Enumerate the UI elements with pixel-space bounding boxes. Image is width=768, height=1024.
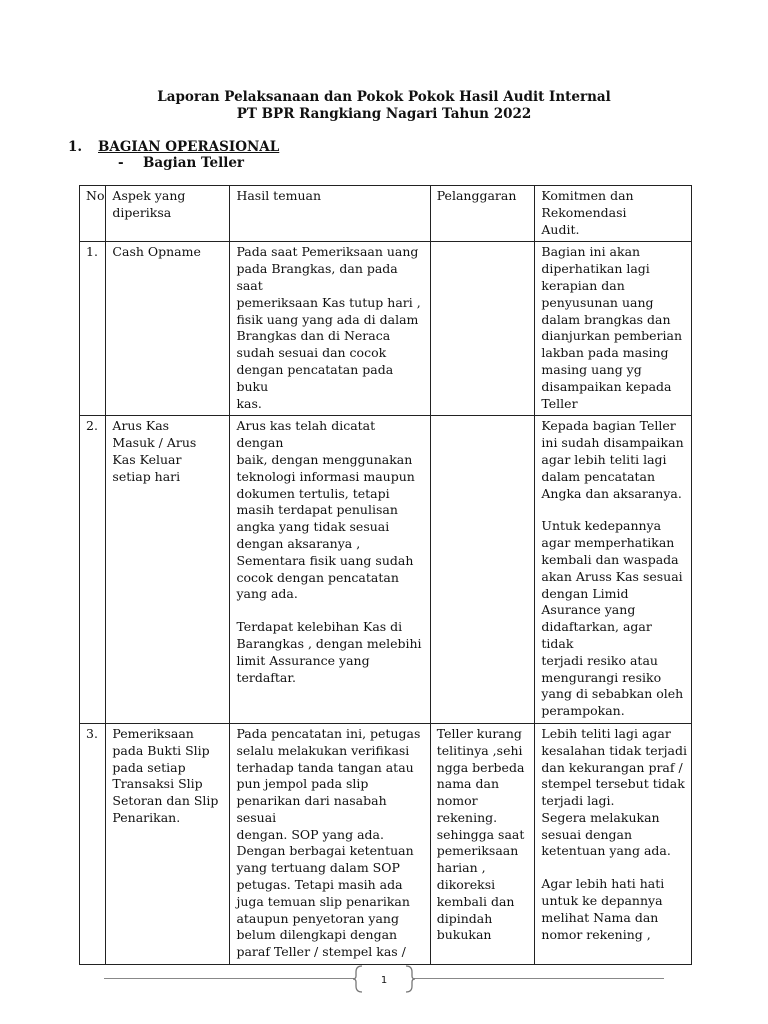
document-title: Laporan Pelaksanaan dan Pokok Pokok Hasil Audit Internal (157, 89, 611, 105)
section-number: 1. (68, 139, 83, 155)
subsection-heading (118, 155, 244, 171)
page-number: 1 (380, 975, 388, 986)
cell-no: 2. (80, 416, 106, 724)
table-row (80, 723, 692, 964)
cell-hasil: Arus kas telah dicatat dengan baik, dengan menggunakan teknologi informasi maupun dokumen tertulis, tetapi masih terdapat penulisan angka yang tidak sesuai dengan aksaranya , Sementara fisik uang sudah cocok dengan pencatatan yang ada. Terdapat kelebihan Kas di Barangkas , dengan melebihi limit Assurance yang terdaftar. (230, 416, 430, 724)
audit-table (79, 185, 692, 965)
header-hasil: Hasil temuan (230, 186, 430, 242)
cell-aspek: Arus Kas Masuk / Arus Kas Keluar setiap hari (106, 416, 230, 724)
header-pelanggaran: Pelanggaran (430, 186, 535, 242)
cell-hasil: Pada saat Pemeriksaan uang pada Brangkas, dan pada saat pemeriksaan Kas tutup hari , fisik uang yang ada di dalam Brangkas dan di Neraca sudah sesuai dan cocok dengan pencatatan pada buku kas. (230, 242, 430, 416)
cell-aspek: Cash Opname (106, 242, 230, 416)
section-heading (68, 139, 279, 155)
header-no: No (80, 186, 106, 242)
cell-aspek: Pemeriksaan pada Bukti Slip pada setiap Transaksi Slip Setoran dan Slip Penarikan. (106, 723, 230, 964)
header-komitmen: Komitmen dan Rekomendasi Audit. (535, 186, 692, 242)
subsection-label: Bagian Teller (143, 155, 245, 171)
cell-komitmen: Kepada bagian Teller ini sudah disampaikan agar lebih teliti lagi dalam pencatatan Angka dan aksaranya. Untuk kedepannya agar memperhatikan kembali dan waspada akan Aruss Kas sesuai dengan Limid Asurance yang didaftarkan, agar tidak terjadi resiko atau mengurangi resiko yang di sebabkan oleh perampokan. (535, 416, 692, 724)
cell-pelanggaran (430, 242, 535, 416)
section-label: BAGIAN OPERASIONAL (98, 139, 280, 155)
cell-hasil: Pada pencatatan ini, petugas selalu melakukan verifikasi terhadap tanda tangan atau pun jempol pada slip penarikan dari nasabah sesuai dengan. SOP yang ada. Dengan berbagai ketentuan yang tertuang dalam SOP petugas. Tetapi masih ada juga temuan slip penarikan ataupun penyetoran yang belum dilengkapi dengan paraf Teller / stempel kas / (230, 723, 430, 964)
cell-komitmen: Lebih teliti lagi agar kesalahan tidak terjadi dan kekurangan praf / stempel tersebut tidak terjadi lagi. Segera melakukan sesuai dengan ketentuan yang ada. Agar lebih hati hati untuk ke depannya melihat Nama dan nomor rekening , (535, 723, 692, 964)
table-header-row (80, 186, 692, 242)
footer-rule-right (414, 978, 664, 979)
document-subtitle: PT BPR Rangkiang Nagari Tahun 2022 (236, 106, 532, 122)
cell-pelanggaran (430, 416, 535, 724)
footer-rule-left (104, 978, 354, 979)
cell-no: 3. (80, 723, 106, 964)
table-row (80, 416, 692, 724)
cell-pelanggaran: Teller kurang telitinya ,sehi ngga berbeda nama dan nomor rekening. sehingga saat pemeriksaan harian , dikoreksi kembali dan dipindah bukukan (430, 723, 535, 964)
subsection-dash: - (118, 155, 124, 171)
header-aspek: Aspek yang diperiksa (106, 186, 230, 242)
cell-no: 1. (80, 242, 106, 416)
cell-komitmen: Bagian ini akan diperhatikan lagi kerapian dan penyusunan uang dalam brangkas dan dianjurkan pemberian lakban pada masing masing uang yg disampaikan kepada Teller (535, 242, 692, 416)
table-row (80, 242, 692, 416)
